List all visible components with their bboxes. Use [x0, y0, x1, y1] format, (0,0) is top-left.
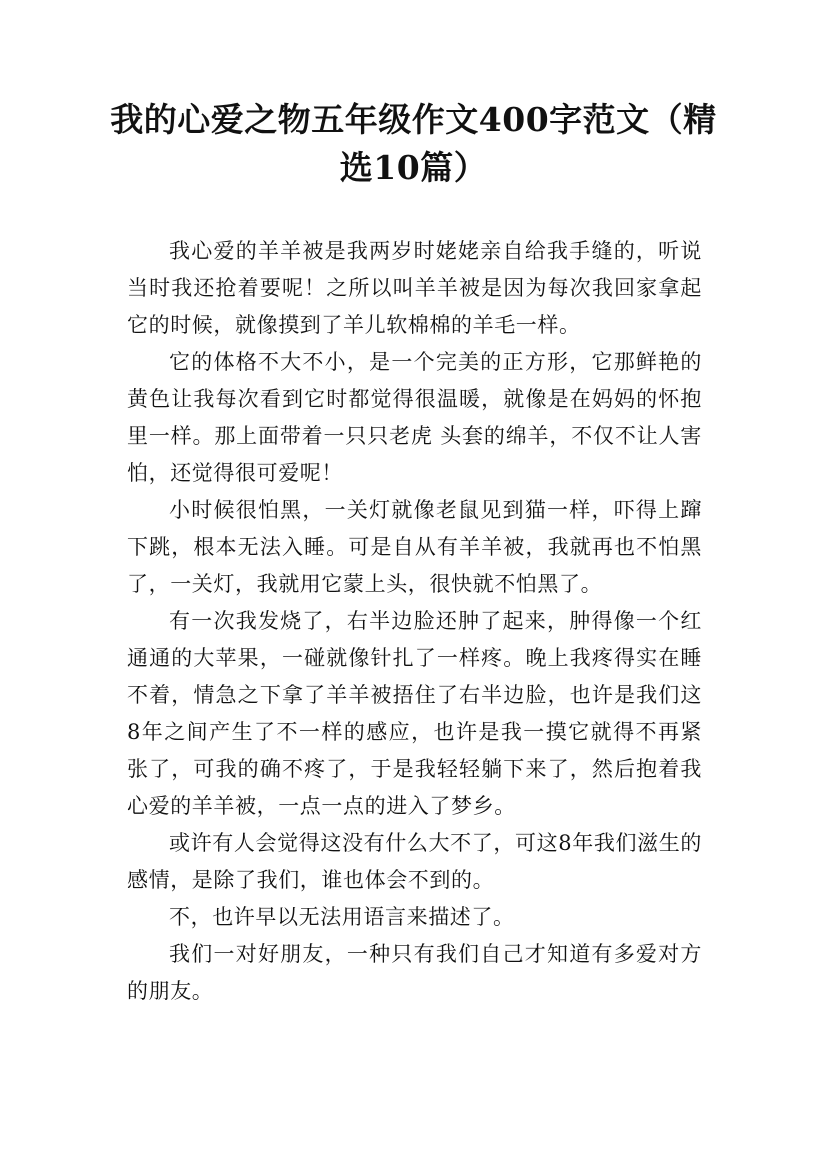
- paragraph: 它的体格不大不小，是一个完美的正方形，它那鲜艳的黄色让我每次看到它时都觉得很温暖，就像是在妈妈的怀抱里一样。那上面带着一只只老虎 头套的绵羊，不仅不让人害怕，还觉得很可爱呢！: [127, 350, 702, 485]
- paragraph: 小时候很怕黑，一关灯就像老鼠见到猫一样，吓得上蹿下跳，根本无法入睡。可是自从有羊羊被，我就再也不怕黑了，一关灯，我就用它蒙上头，很快就不怕黑了。: [127, 498, 702, 596]
- document-title: 我的心爱之物五年级作文400字范文（精选10篇）: [110, 100, 717, 187]
- paragraph: 有一次我发烧了，右半边脸还肿了起来，肿得像一个红通通的大苹果，一碰就像针扎了一样疼。晚上我疼得实在睡不着，情急之下拿了羊羊被捂住了右半边脸，也许是我们这8年之间产生了不一样的感应，也许是我一摸它就得不再紧张了，可我的确不疼了，于是我轻轻躺下来了，然后抱着我心爱的羊羊被，一点一点的进入了梦乡。: [127, 609, 702, 818]
- paragraph: 或许有人会觉得这没有什么大不了，可这8年我们滋生的感情，是除了我们，谁也体会不到的。: [127, 831, 702, 892]
- paragraph: 我心爱的羊羊被是我两岁时姥姥亲自给我手缝的，听说当时我还抢着要呢！之所以叫羊羊被是因为每次我回家拿起它的时候，就像摸到了羊儿软棉棉的羊毛一样。: [127, 239, 702, 337]
- paragraph: 我们一对好朋友，一种只有我们自己才知道有多爱对方的朋友。: [127, 942, 702, 1003]
- paragraph: 不，也许早以无法用语言来描述了。: [169, 905, 515, 929]
- document-body: [127, 233, 702, 1010]
